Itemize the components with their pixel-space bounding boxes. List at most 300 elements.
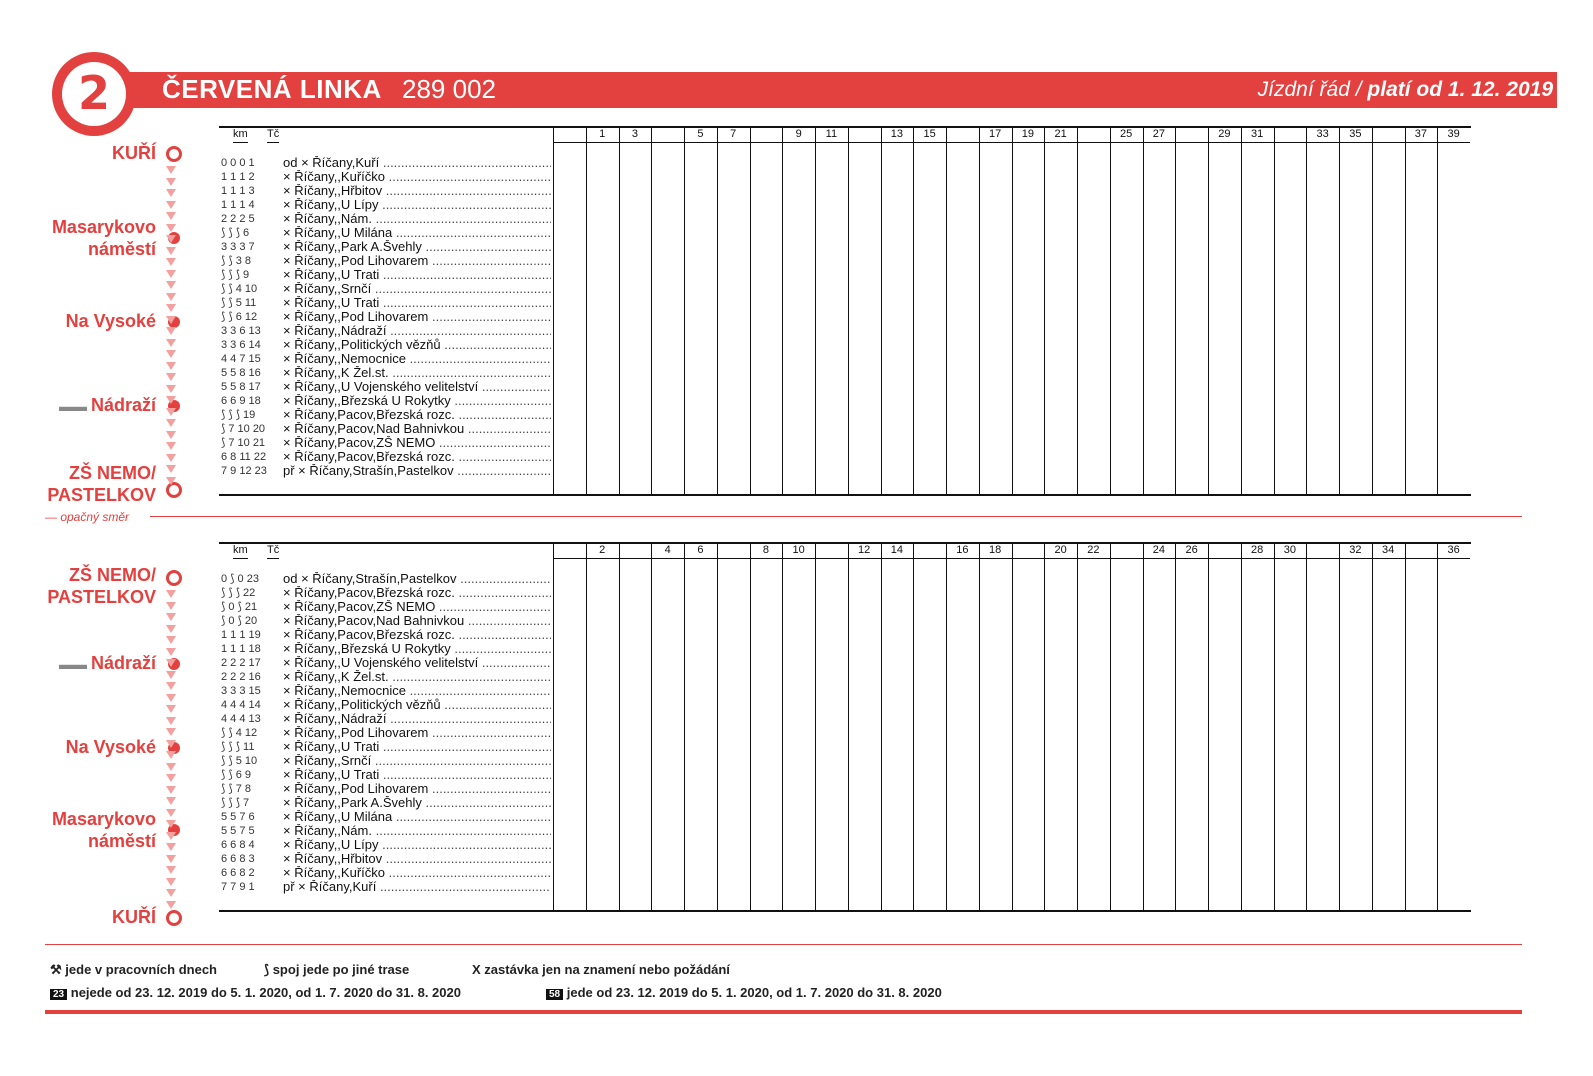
- trip-number: 21: [1044, 128, 1077, 143]
- column-divider: [979, 544, 980, 910]
- trip-number: [848, 128, 881, 143]
- column-divider: [1044, 128, 1045, 494]
- km-cell: 3 3 3 15: [221, 685, 261, 697]
- stop-name: × Říčany,,Nádraží .....: [283, 712, 551, 726]
- direction-arrow-icon: [166, 694, 176, 702]
- timetable-row: [219, 464, 1471, 478]
- timetable-row: [219, 282, 1471, 296]
- train-icon: ▬▬: [58, 656, 87, 672]
- stop-name: × Říčany,,K Žel.st. .....: [283, 366, 551, 380]
- timetable-return: [219, 542, 1471, 912]
- code-58-badge: 58: [546, 989, 563, 1000]
- stop-name: × Říčany,,Park A.Švehly .....: [283, 240, 551, 254]
- direction-arrow-icon: [166, 247, 176, 255]
- direction-arrow-icon: [166, 843, 176, 851]
- timetable-row: [219, 698, 1471, 712]
- km-cell: 0 0 0 1: [221, 157, 255, 169]
- timetable-row: [219, 726, 1471, 740]
- line-number: 2: [77, 66, 110, 120]
- trip-number: [946, 128, 979, 143]
- timetable-row: [219, 338, 1471, 352]
- trip-number: [750, 128, 783, 143]
- km-cell: 3 3 6 14: [221, 339, 261, 351]
- direction-arrow-icon: [166, 316, 176, 324]
- column-divider: [913, 128, 914, 494]
- direction-arrow-icon: [166, 270, 176, 278]
- trip-number: 33: [1306, 128, 1339, 143]
- direction-arrow-icon: [166, 786, 176, 794]
- km-cell: ⟆ ⟆ ⟆ 7: [221, 797, 250, 809]
- stop-name: × Říčany,,U Vojenského velitelství .....: [283, 380, 551, 394]
- km-header: km: [233, 544, 248, 559]
- km-cell: 3 3 3 7: [221, 241, 255, 253]
- direction-arrow-icon: [166, 728, 176, 736]
- opposite-direction-label: — opačný směr: [45, 510, 130, 524]
- column-divider: [1143, 544, 1144, 910]
- column-divider: [651, 544, 652, 910]
- trip-number: 12: [848, 544, 881, 559]
- separator: [150, 516, 1522, 517]
- km-cell: 6 6 8 2: [221, 867, 255, 879]
- column-divider: [1306, 128, 1307, 494]
- direction-arrow-icon: [166, 166, 176, 174]
- stop-name: × Říčany,,U Trati .....: [283, 296, 551, 310]
- column-divider: [848, 544, 849, 910]
- column-divider: [979, 128, 980, 494]
- bottom-stop-list: [20, 560, 180, 930]
- km-cell: 5 5 7 5: [221, 825, 255, 837]
- direction-arrow-icon: [166, 740, 176, 748]
- timetable-row: [219, 810, 1471, 824]
- timetable-row: [219, 866, 1471, 880]
- column-divider: [1372, 128, 1373, 494]
- trip-number: 31: [1241, 128, 1274, 143]
- direction-arrow-icon: [166, 304, 176, 312]
- column-divider: [815, 128, 816, 494]
- column-divider: [1077, 128, 1078, 494]
- stop-name: od × Říčany,Kuří .....: [283, 156, 551, 170]
- trip-number: [619, 544, 652, 559]
- km-cell: 1 1 1 18: [221, 643, 261, 655]
- column-divider: [1437, 544, 1438, 910]
- direction-arrow-icon: [166, 901, 176, 909]
- stop-name: × Říčany,,Nemocnice .....: [283, 352, 551, 366]
- validity-label: Jízdní řád /: [1257, 78, 1362, 101]
- trip-number: 10: [782, 544, 815, 559]
- stop-name: × Říčany,,Březská U Rokytky .....: [283, 642, 551, 656]
- stop-name: × Říčany,,U Lípy .....: [283, 838, 551, 852]
- column-divider: [750, 128, 751, 494]
- x-icon: X: [472, 962, 481, 977]
- column-divider: [881, 128, 882, 494]
- column-divider: [1274, 128, 1275, 494]
- stop-zs-nemo-bottom: ZŠ NEMO/ PASTELKOV: [16, 564, 180, 608]
- line-title: ČERVENÁ LINKA: [162, 74, 382, 104]
- stop-name: × Říčany,,Srnčí .....: [283, 282, 551, 296]
- stop-name: × Říčany,,U Trati .....: [283, 268, 551, 282]
- column-divider: [1372, 544, 1373, 910]
- timetable-row: [219, 740, 1471, 754]
- trip-number: 28: [1241, 544, 1274, 559]
- direction-arrow-icon: [166, 431, 176, 439]
- km-cell: ⟆ ⟆ ⟆ 9: [221, 269, 250, 281]
- timetable-row: [219, 296, 1471, 310]
- direction-arrow-icon: [166, 178, 176, 186]
- stop-name: př × Říčany,Kuří .....: [283, 880, 551, 894]
- km-cell: 3 3 6 13: [221, 325, 261, 337]
- direction-arrow-icon: [166, 362, 176, 370]
- column-divider: [1241, 544, 1242, 910]
- column-divider: [1012, 544, 1013, 910]
- stop-name: × Říčany,,Park A.Švehly .....: [283, 796, 551, 810]
- direction-arrow-icon: [166, 613, 176, 621]
- column-divider: [913, 544, 914, 910]
- km-cell: ⟆ ⟆ 6 12: [221, 311, 258, 323]
- column-divider: [1077, 544, 1078, 910]
- trip-number: [815, 544, 848, 559]
- code-23-badge: 23: [50, 989, 67, 1000]
- trip-number: 39: [1437, 128, 1470, 143]
- direction-arrow-icon: [166, 442, 176, 450]
- trip-number: [1372, 128, 1405, 143]
- direction-arrow-icon: [166, 419, 176, 427]
- timetable-row: [219, 366, 1471, 380]
- direction-arrow-icon: [166, 659, 176, 667]
- km-cell: ⟆ ⟆ ⟆ 6: [221, 227, 250, 239]
- direction-arrow-icon: [166, 477, 176, 485]
- trip-number: 1: [586, 128, 619, 143]
- timetable-row: [219, 642, 1471, 656]
- stop-name: × Říčany,,Nám. .....: [283, 212, 551, 226]
- stop-name: × Říčany,,Srnčí .....: [283, 754, 551, 768]
- column-divider: [848, 128, 849, 494]
- direction-arrow-icon: [166, 339, 176, 347]
- stop-name: × Říčany,,Pod Lihovarem .....: [283, 726, 551, 740]
- column-divider: [553, 544, 554, 910]
- trip-number: 9: [782, 128, 815, 143]
- timetable-row: [219, 422, 1471, 436]
- direction-arrow-icon: [166, 408, 176, 416]
- stop-nadrazi-bottom: ▬▬ Nádraží: [59, 652, 180, 675]
- trip-number: 16: [946, 544, 979, 559]
- km-cell: 1 1 1 2: [221, 171, 255, 183]
- timetable-row: [219, 628, 1471, 642]
- line-badge: [52, 52, 136, 136]
- km-cell: 1 1 1 4: [221, 199, 255, 211]
- direction-arrow-icon: [166, 682, 176, 690]
- column-divider: [684, 544, 685, 910]
- timetable-row: [219, 880, 1471, 894]
- km-cell: 6 6 8 3: [221, 853, 255, 865]
- validity-date: platí od 1. 12. 2019: [1367, 78, 1553, 101]
- direction-arrow-icon: [166, 832, 176, 840]
- km-cell: 1 1 1 19: [221, 629, 261, 641]
- km-cell: 5 5 7 6: [221, 811, 255, 823]
- column-divider: [1110, 544, 1111, 910]
- stop-name: × Říčany,,Březská U Rokytky .....: [283, 394, 551, 408]
- trip-number: [553, 544, 586, 559]
- trip-number: 22: [1077, 544, 1110, 559]
- stop-name: × Říčany,,Hřbitov .....: [283, 184, 551, 198]
- stop-name: × Říčany,,Kuříčko .....: [283, 866, 551, 880]
- stop-name: × Říčany,,Pod Lihovarem .....: [283, 254, 551, 268]
- timetable-row: [219, 352, 1471, 366]
- trip-number: [1110, 544, 1143, 559]
- trip-number: [1208, 544, 1241, 559]
- direction-arrow-icon: [166, 235, 176, 243]
- column-divider: [1012, 128, 1013, 494]
- direction-arrow-icon: [166, 855, 176, 863]
- timetable-row: [219, 572, 1471, 586]
- trip-number: 11: [815, 128, 848, 143]
- km-cell: ⟆ ⟆ 3 8: [221, 255, 251, 267]
- stop-kuri-bottom: KUŘÍ: [112, 906, 180, 928]
- column-divider: [1306, 544, 1307, 910]
- timetable-row: [219, 600, 1471, 614]
- timetable-row: [219, 712, 1471, 726]
- timetable-row: [219, 450, 1471, 464]
- stop-name: × Říčany,,U Trati .....: [283, 740, 551, 754]
- stop-kuri-top: KUŘÍ: [112, 142, 180, 164]
- stop-name: × Říčany,,U Vojenského velitelství .....: [283, 656, 551, 670]
- km-cell: 2 2 2 5: [221, 213, 255, 225]
- column-divider: [881, 544, 882, 910]
- direction-arrow-icon: [166, 866, 176, 874]
- trip-number: [913, 544, 946, 559]
- km-cell: 6 6 8 4: [221, 839, 255, 851]
- timetable-row: [219, 408, 1471, 422]
- stop-name: × Říčany,Pacov,Březská rozc. .....: [283, 586, 551, 600]
- trip-number: 4: [651, 544, 684, 559]
- stop-name: × Říčany,,U Milána .....: [283, 810, 551, 824]
- legend-request-stop: X zastávka jen na znamení nebo požádání: [472, 962, 730, 977]
- km-cell: 7 9 12 23: [221, 465, 267, 477]
- km-cell: 6 8 11 22: [221, 451, 267, 463]
- column-divider: [684, 128, 685, 494]
- column-divider: [717, 544, 718, 910]
- stop-name: od × Říčany,Strašín,Pastelkov .....: [283, 572, 551, 586]
- direction-arrow-icon: [166, 717, 176, 725]
- column-divider: [1143, 128, 1144, 494]
- timetable-row: [219, 324, 1471, 338]
- legend-running: 58 jede od 23. 12. 2019 do 5. 1. 2020, od 1. 7. 2020 do 31. 8. 2020: [546, 985, 942, 1000]
- column-divider: [1175, 128, 1176, 494]
- trip-number: 25: [1110, 128, 1143, 143]
- stop-name: × Říčany,,Pod Lihovarem .....: [283, 310, 551, 324]
- stop-name: př × Říčany,Strašín,Pastelkov .....: [283, 464, 551, 478]
- timetable-row: [219, 184, 1471, 198]
- timetable-row: [219, 782, 1471, 796]
- column-divider: [586, 128, 587, 494]
- direction-arrow-icon: [166, 671, 176, 679]
- timetable-row: [219, 268, 1471, 282]
- timetable-row: [219, 156, 1471, 170]
- stop-name: × Říčany,Pacov,Březská rozc. .....: [283, 628, 551, 642]
- trip-number: 19: [1012, 128, 1045, 143]
- timetable-row: [219, 670, 1471, 684]
- column-divider: [586, 544, 587, 910]
- timetable-row: [219, 380, 1471, 394]
- direction-arrow-icon: [166, 385, 176, 393]
- column-divider: [782, 128, 783, 494]
- timetable-row: [219, 394, 1471, 408]
- trip-number: 5: [684, 128, 717, 143]
- direction-arrow-icon: [166, 350, 176, 358]
- direction-arrow-icon: [166, 797, 176, 805]
- column-divider: [1175, 544, 1176, 910]
- direction-arrow-icon: [166, 465, 176, 473]
- trip-number: 27: [1143, 128, 1176, 143]
- stop-name: × Říčany,,Politických vězňů .....: [283, 338, 551, 352]
- timetable-row: [219, 614, 1471, 628]
- timetable-row: [219, 226, 1471, 240]
- stop-zs-nemo-top: ZŠ NEMO/ PASTELKOV: [16, 462, 180, 506]
- timetable-row: [219, 310, 1471, 324]
- stop-na-vysoke-bottom: Na Vysoké: [66, 736, 180, 758]
- direction-arrow-icon: [166, 625, 176, 633]
- trip-number: [553, 128, 586, 143]
- direction-arrow-icon: [166, 751, 176, 759]
- direction-arrow-icon: [166, 281, 176, 289]
- direction-arrow-icon: [166, 212, 176, 220]
- stop-name: × Říčany,,Nám. .....: [283, 824, 551, 838]
- km-cell: ⟆ ⟆ 4 10: [221, 283, 258, 295]
- timetable-row: [219, 240, 1471, 254]
- column-divider: [946, 128, 947, 494]
- column-divider: [619, 544, 620, 910]
- direction-arrow-icon: [166, 774, 176, 782]
- km-cell: 4 4 4 14: [221, 699, 261, 711]
- trip-number: 26: [1175, 544, 1208, 559]
- direction-arrow-icon: [166, 224, 176, 232]
- km-header: km: [233, 128, 248, 143]
- trip-number: [717, 544, 750, 559]
- stop-name: × Říčany,,Pod Lihovarem .....: [283, 782, 551, 796]
- hammer-icon: ⚒: [50, 962, 62, 977]
- trip-number: 36: [1437, 544, 1470, 559]
- stop-masarykovo-bottom: Masarykovo náměstí: [16, 808, 180, 852]
- footer-separator: [45, 944, 1522, 945]
- direction-arrow-icon: [166, 454, 176, 462]
- trip-number: 34: [1372, 544, 1405, 559]
- trip-number: 37: [1405, 128, 1438, 143]
- trip-number: 29: [1208, 128, 1241, 143]
- km-cell: 6 6 9 18: [221, 395, 261, 407]
- timetable-row: [219, 254, 1471, 268]
- trip-number: [1274, 128, 1307, 143]
- column-divider: [1437, 128, 1438, 494]
- timetable-row: [219, 838, 1471, 852]
- direction-arrow-icon: [166, 590, 176, 598]
- column-divider: [782, 544, 783, 910]
- timetable-row: [219, 768, 1471, 782]
- column-divider: [1274, 544, 1275, 910]
- stop-name: × Říčany,,Politických vězňů .....: [283, 698, 551, 712]
- footer-bar: [45, 1010, 1522, 1014]
- column-divider: [1044, 544, 1045, 910]
- direction-arrow-icon: [166, 889, 176, 897]
- stop-name: × Říčany,,Kuříčko .....: [283, 170, 551, 184]
- km-cell: 2 2 2 17: [221, 657, 261, 669]
- column-divider: [1208, 544, 1209, 910]
- stop-masarykovo-top: Masarykovo náměstí: [16, 216, 180, 260]
- timetable-row: [219, 754, 1471, 768]
- direction-arrow-icon: [166, 705, 176, 713]
- trip-number: 35: [1339, 128, 1372, 143]
- timetable-outbound: [219, 126, 1471, 496]
- column-divider: [815, 544, 816, 910]
- km-cell: ⟆ 0 ⟆ 20: [221, 615, 258, 627]
- km-cell: 1 1 1 3: [221, 185, 255, 197]
- direction-arrow-icon: [166, 327, 176, 335]
- direction-arrow-icon: [166, 636, 176, 644]
- column-divider: [750, 544, 751, 910]
- legend-other-route: ⟆ spoj jede po jiné trase: [264, 962, 410, 977]
- stop-name: × Říčany,,Nemocnice .....: [283, 684, 551, 698]
- column-divider: [717, 128, 718, 494]
- column-divider: [1208, 128, 1209, 494]
- trip-number: [1012, 544, 1045, 559]
- km-cell: ⟆ ⟆ 4 12: [221, 727, 258, 739]
- timetable-row: [219, 212, 1471, 226]
- km-cell: ⟆ ⟆ ⟆ 19: [221, 409, 256, 421]
- tc-header: Tč: [267, 544, 279, 559]
- column-divider: [1405, 128, 1406, 494]
- timetable-row: [219, 852, 1471, 866]
- legend-not-running: 23 nejede od 23. 12. 2019 do 5. 1. 2020, od 1. 7. 2020 do 31. 8. 2020: [50, 985, 461, 1000]
- km-cell: ⟆ ⟆ ⟆ 22: [221, 587, 256, 599]
- stop-name: × Říčany,Pacov,Nad Bahnivkou .....: [283, 422, 551, 436]
- timetable-row: [219, 656, 1471, 670]
- direction-arrow-icon: [166, 189, 176, 197]
- column-divider: [619, 128, 620, 494]
- stop-name: × Říčany,Pacov,Březská rozc. .....: [283, 408, 551, 422]
- km-cell: ⟆ ⟆ ⟆ 11: [221, 741, 255, 753]
- km-cell: 7 7 9 1: [221, 881, 255, 893]
- trip-number: 6: [684, 544, 717, 559]
- trip-number: 8: [750, 544, 783, 559]
- trip-number: [1405, 544, 1438, 559]
- trip-number: [651, 128, 684, 143]
- direction-arrow-icon: [166, 820, 176, 828]
- top-stop-list: [20, 140, 180, 510]
- km-cell: 4 4 4 13: [221, 713, 261, 725]
- stop-name: × Říčany,,U Milána .....: [283, 226, 551, 240]
- trip-number: [1077, 128, 1110, 143]
- stop-name: × Říčany,Pacov,ZŠ NEMO .....: [283, 600, 551, 614]
- trip-number: 20: [1044, 544, 1077, 559]
- trip-number: 14: [881, 544, 914, 559]
- direction-arrow-icon: [166, 258, 176, 266]
- column-divider: [946, 544, 947, 910]
- direction-arrow-icon: [166, 201, 176, 209]
- line-code: 289 002: [402, 74, 496, 104]
- stop-name: × Říčany,,Hřbitov .....: [283, 852, 551, 866]
- stop-na-vysoke-top: Na Vysoké: [66, 310, 180, 332]
- timetable-row: [219, 170, 1471, 184]
- trip-number: 18: [979, 544, 1012, 559]
- column-divider: [651, 128, 652, 494]
- validity: [1258, 78, 1553, 102]
- direction-arrow-icon: [166, 373, 176, 381]
- column-divider: [1110, 128, 1111, 494]
- km-cell: 5 5 8 16: [221, 367, 261, 379]
- stop-name: × Říčany,,K Žel.st. .....: [283, 670, 551, 684]
- direction-arrow-icon: [166, 763, 176, 771]
- direction-arrow-icon: [166, 293, 176, 301]
- timetable-row: [219, 586, 1471, 600]
- wave-icon: ⟆: [264, 962, 270, 977]
